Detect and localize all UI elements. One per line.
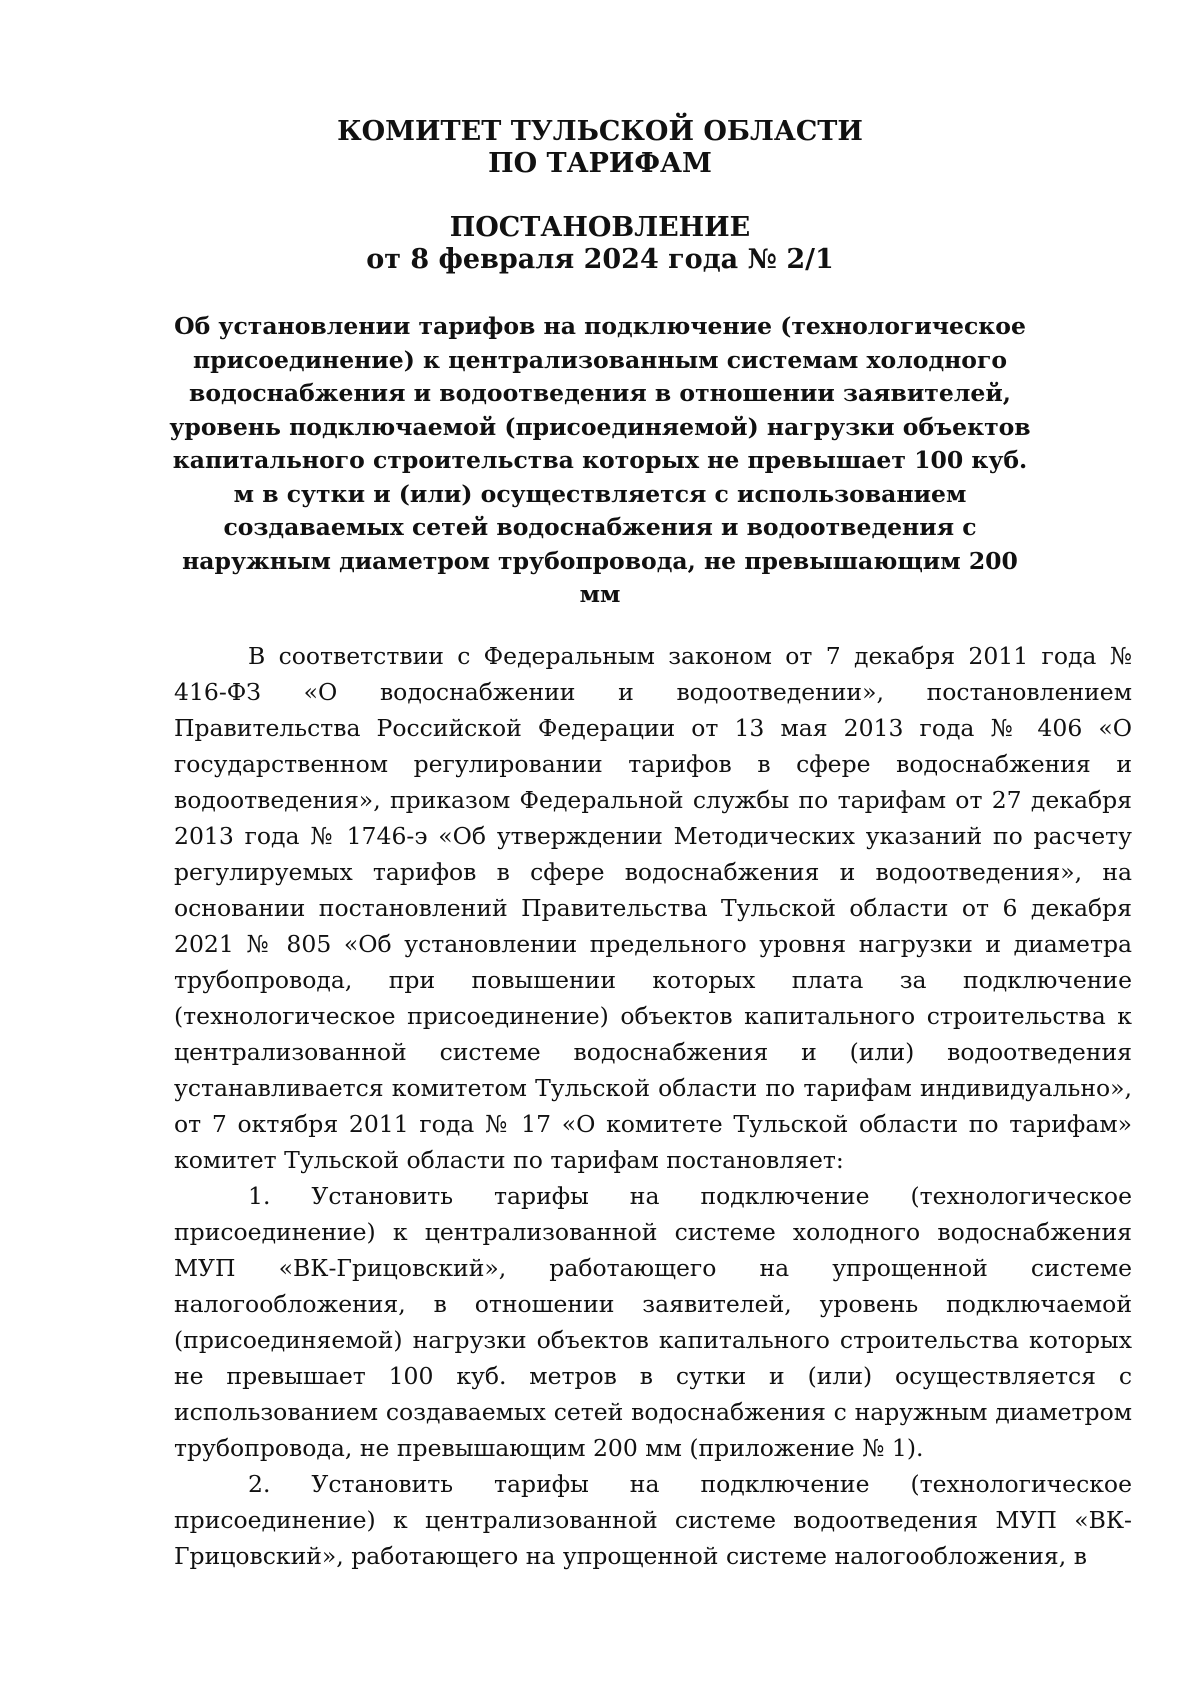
item-1-paragraph: 1. Установить тарифы на подключение (технологическое присоединение) к централизованной системе холодного водоснабжения МУП «ВК-Грицовский», работающего на упрощенной системе налогообложения, в отношении заявителей, уровень подключаемой (присоединяемой) нагрузки объектов капитального строительства которых не превышает 100 куб. метров в сутки и (или) осуществляется с использованием создаваемых сетей водоснабжения с наружным диаметром трубопровода, не превышающим 200 мм (приложение № 1). xyxy=(174,1182,1132,1462)
committee-line-1: КОМИТЕТ ТУЛЬСКОЙ ОБЛАСТИ xyxy=(337,116,863,147)
decree-date-number: от 8 февраля 2024 года № 2/1 xyxy=(366,244,834,275)
document-title: Об установлении тарифов на подключение (технологическое присоединение) к централизованным системам холодного водоснабжения и водоотведения в отношении заявителей, уровень подключаемой (присоединяемой) нагрузки объектов капитального строительства которых не превышает 100 куб. м в сутки и (или) осуществляется с использованием создаваемых сетей водоснабжения и водоотведения с наружным диаметром трубопровода, не превышающим 200 мм xyxy=(169,312,1031,608)
committee-line-2: ПО ТАРИФАМ xyxy=(488,148,712,179)
item-2-paragraph: 2. Установить тарифы на подключение (технологическое присоединение) к централизованной системе водоотведения МУП «ВК-Грицовский», работающего на упрощенной системе налогообложения, в xyxy=(174,1470,1132,1570)
preamble-paragraph: В соответствии с Федеральным законом от 7 декабря 2011 года № 416-ФЗ «О водоснабжении и водоотведении», постановлением Правительства Российской Федерации от 13 мая 2013 года № 406 «О государственном регулировании тарифов в сфере водоснабжения и водоотведения», приказом Федеральной службы по тарифам от 27 декабря 2013 года № 1746-э «Об утверждении Методических указаний по расчету регулируемых тарифов в сфере водоснабжения и водоотведения», на основании постановлений Правительства Тульской области от 6 декабря 2021 № 805 «Об установлении предельного уровня нагрузки и диаметра трубопровода, при повышении которых плата за подключение (технологическое присоединение) объектов капитального строительства к централизованной системе водоснабжения и (или) водоотведения устанавливается комитетом Тульской области по тарифам индивидуально», от 7 октября 2011 года № 17 «О комитете Тульской области по тарифам» комитет Тульской области по тарифам постановляет: xyxy=(174,642,1132,1174)
document-body xyxy=(174,638,1132,1574)
committee-heading xyxy=(150,116,1050,180)
decree-type: ПОСТАНОВЛЕНИЕ xyxy=(449,212,751,243)
decree-heading xyxy=(150,212,1050,276)
